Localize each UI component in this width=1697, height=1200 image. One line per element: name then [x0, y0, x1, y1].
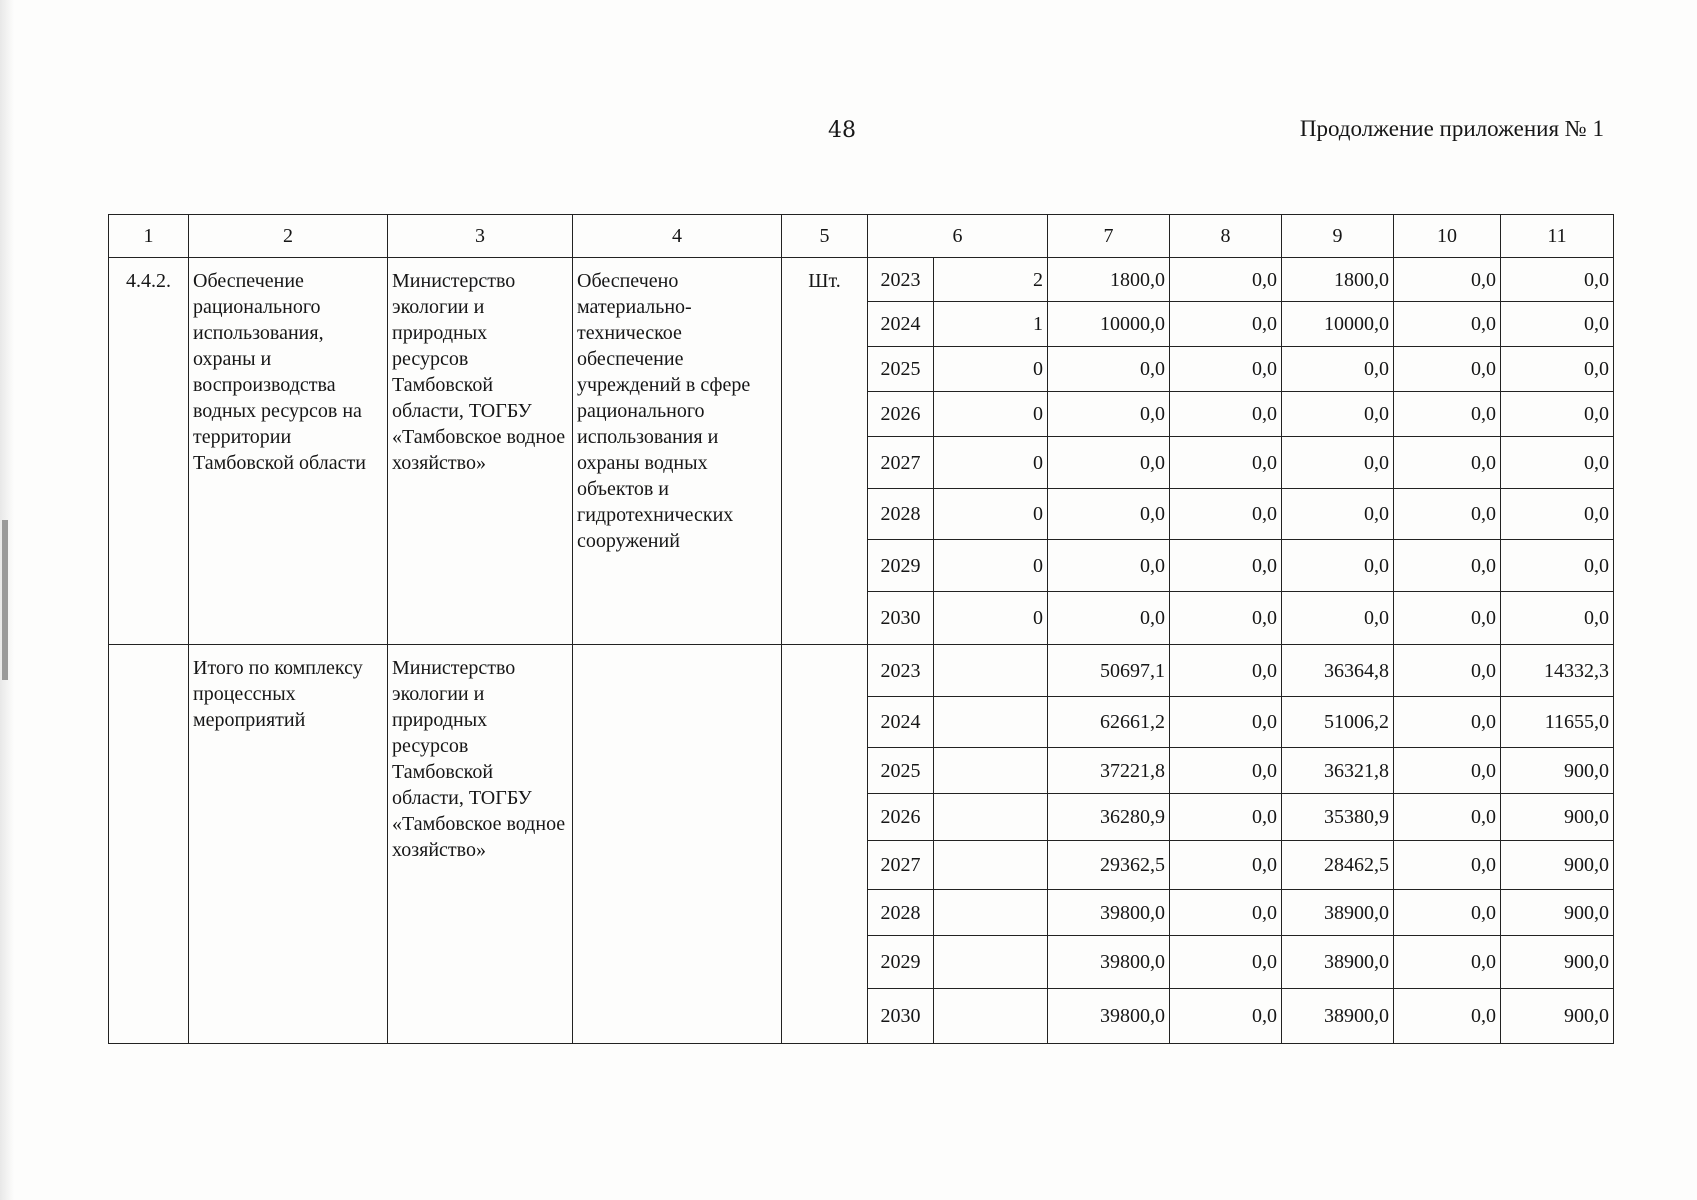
column-number: 3 — [388, 215, 573, 258]
result-cell: Обеспечено материально-техническое обеспечение учреждений в сфере рационального использования и охраны водных объектов и гидротехнических сооружений — [573, 258, 782, 645]
amount-col9-cell: 0,0 — [1282, 392, 1394, 437]
year-cell: 2024 — [868, 302, 934, 347]
page-number: 48 — [828, 118, 856, 143]
amount-col9-cell: 0,0 — [1282, 592, 1394, 645]
program-activities-table — [108, 214, 1614, 1044]
amount-col7-cell: 10000,0 — [1048, 302, 1170, 347]
amount-col8-cell: 0,0 — [1170, 989, 1282, 1044]
amount-col11-cell: 0,0 — [1501, 392, 1614, 437]
amount-col7-cell: 0,0 — [1048, 347, 1170, 392]
quantity-cell — [934, 989, 1048, 1044]
amount-col11-cell: 0,0 — [1501, 437, 1614, 489]
amount-col7-cell: 50697,1 — [1048, 645, 1170, 697]
year-cell: 2024 — [868, 697, 934, 748]
year-cell: 2026 — [868, 794, 934, 841]
amount-col7-cell: 0,0 — [1048, 437, 1170, 489]
amount-col10-cell: 0,0 — [1394, 258, 1501, 302]
amount-col10-cell: 0,0 — [1394, 392, 1501, 437]
amount-col11-cell: 0,0 — [1501, 258, 1614, 302]
quantity-cell — [934, 748, 1048, 794]
amount-col8-cell: 0,0 — [1170, 841, 1282, 890]
scan-mark — [2, 520, 8, 680]
column-number: 5 — [782, 215, 868, 258]
column-number: 8 — [1170, 215, 1282, 258]
year-cell: 2027 — [868, 437, 934, 489]
amount-col9-cell: 0,0 — [1282, 347, 1394, 392]
amount-col11-cell: 0,0 — [1501, 347, 1614, 392]
year-cell: 2028 — [868, 890, 934, 936]
column-number: 1 — [109, 215, 189, 258]
amount-col8-cell: 0,0 — [1170, 392, 1282, 437]
amount-col9-cell: 36321,8 — [1282, 748, 1394, 794]
column-number: 10 — [1394, 215, 1501, 258]
year-cell: 2026 — [868, 392, 934, 437]
amount-col9-cell: 28462,5 — [1282, 841, 1394, 890]
column-number: 2 — [189, 215, 388, 258]
amount-col8-cell: 0,0 — [1170, 645, 1282, 697]
column-number-row — [109, 215, 1614, 258]
amount-col10-cell: 0,0 — [1394, 592, 1501, 645]
amount-col11-cell: 900,0 — [1501, 936, 1614, 989]
year-cell: 2023 — [868, 645, 934, 697]
total-year-row — [109, 645, 1614, 697]
year-cell: 2029 — [868, 936, 934, 989]
year-cell: 2029 — [868, 540, 934, 592]
activity-code-cell: 4.4.2. — [109, 258, 189, 645]
amount-col10-cell: 0,0 — [1394, 748, 1501, 794]
amount-col11-cell: 900,0 — [1501, 841, 1614, 890]
amount-col7-cell: 39800,0 — [1048, 890, 1170, 936]
quantity-cell: 0 — [934, 540, 1048, 592]
amount-col9-cell: 38900,0 — [1282, 989, 1394, 1044]
quantity-cell — [934, 936, 1048, 989]
amount-col10-cell: 0,0 — [1394, 302, 1501, 347]
year-cell: 2025 — [868, 347, 934, 392]
amount-col9-cell: 1800,0 — [1282, 258, 1394, 302]
amount-col10-cell: 0,0 — [1394, 645, 1501, 697]
quantity-cell: 0 — [934, 489, 1048, 540]
amount-col8-cell: 0,0 — [1170, 794, 1282, 841]
executor-cell: Министерство экологии и природных ресурсов Тамбовской области, ТОГБУ «Тамбовское водное хозяйство» — [388, 645, 573, 1044]
activity-code-cell — [109, 645, 189, 1044]
amount-col11-cell: 0,0 — [1501, 489, 1614, 540]
quantity-cell: 0 — [934, 437, 1048, 489]
amount-col9-cell: 0,0 — [1282, 489, 1394, 540]
quantity-cell: 0 — [934, 347, 1048, 392]
column-number: 9 — [1282, 215, 1394, 258]
year-cell: 2028 — [868, 489, 934, 540]
amount-col9-cell: 51006,2 — [1282, 697, 1394, 748]
amount-col11-cell: 900,0 — [1501, 748, 1614, 794]
quantity-cell — [934, 841, 1048, 890]
amount-col8-cell: 0,0 — [1170, 540, 1282, 592]
quantity-cell: 0 — [934, 392, 1048, 437]
amount-col7-cell: 0,0 — [1048, 540, 1170, 592]
quantity-cell — [934, 890, 1048, 936]
amount-col8-cell: 0,0 — [1170, 489, 1282, 540]
amount-col10-cell: 0,0 — [1394, 489, 1501, 540]
amount-col7-cell: 39800,0 — [1048, 989, 1170, 1044]
amount-col9-cell: 38900,0 — [1282, 890, 1394, 936]
amount-col11-cell: 900,0 — [1501, 989, 1614, 1044]
amount-col11-cell: 0,0 — [1501, 540, 1614, 592]
amount-col10-cell: 0,0 — [1394, 890, 1501, 936]
year-cell: 2025 — [868, 748, 934, 794]
amount-col7-cell: 1800,0 — [1048, 258, 1170, 302]
amount-col8-cell: 0,0 — [1170, 347, 1282, 392]
amount-col7-cell: 0,0 — [1048, 592, 1170, 645]
amount-col10-cell: 0,0 — [1394, 841, 1501, 890]
amount-col10-cell: 0,0 — [1394, 936, 1501, 989]
amount-col10-cell: 0,0 — [1394, 437, 1501, 489]
amount-col7-cell: 29362,5 — [1048, 841, 1170, 890]
amount-col7-cell: 37221,8 — [1048, 748, 1170, 794]
quantity-cell — [934, 794, 1048, 841]
amount-col11-cell: 0,0 — [1501, 302, 1614, 347]
amount-col9-cell: 10000,0 — [1282, 302, 1394, 347]
item-year-row — [109, 258, 1614, 302]
quantity-cell: 0 — [934, 592, 1048, 645]
year-cell: 2030 — [868, 989, 934, 1044]
column-number: 11 — [1501, 215, 1614, 258]
amount-col7-cell: 0,0 — [1048, 489, 1170, 540]
amount-col7-cell: 39800,0 — [1048, 936, 1170, 989]
column-number: 6 — [868, 215, 1048, 258]
amount-col8-cell: 0,0 — [1170, 437, 1282, 489]
year-cell: 2023 — [868, 258, 934, 302]
amount-col8-cell: 0,0 — [1170, 697, 1282, 748]
amount-col11-cell: 14332,3 — [1501, 645, 1614, 697]
year-cell: 2027 — [868, 841, 934, 890]
column-number: 4 — [573, 215, 782, 258]
column-number: 7 — [1048, 215, 1170, 258]
quantity-cell — [934, 645, 1048, 697]
activity-name-cell: Итого по комплексу процессных мероприятий — [189, 645, 388, 1044]
amount-col8-cell: 0,0 — [1170, 890, 1282, 936]
unit-cell — [782, 645, 868, 1044]
amount-col10-cell: 0,0 — [1394, 794, 1501, 841]
amount-col7-cell: 36280,9 — [1048, 794, 1170, 841]
amount-col10-cell: 0,0 — [1394, 540, 1501, 592]
executor-cell: Министерство экологии и природных ресурсов Тамбовской области, ТОГБУ «Тамбовское водное хозяйство» — [388, 258, 573, 645]
unit-cell: Шт. — [782, 258, 868, 645]
appendix-continuation-note: Продолжение приложения № 1 — [1299, 116, 1604, 141]
amount-col7-cell: 0,0 — [1048, 392, 1170, 437]
amount-col11-cell: 0,0 — [1501, 592, 1614, 645]
amount-col10-cell: 0,0 — [1394, 989, 1501, 1044]
amount-col10-cell: 0,0 — [1394, 347, 1501, 392]
quantity-cell: 2 — [934, 258, 1048, 302]
scan-edge — [0, 0, 14, 1200]
activity-name-cell: Обеспечение рационального использования, охраны и воспроизводства водных ресурсов на территории Тамбовской области — [189, 258, 388, 645]
quantity-cell: 1 — [934, 302, 1048, 347]
amount-col9-cell: 36364,8 — [1282, 645, 1394, 697]
amount-col8-cell: 0,0 — [1170, 258, 1282, 302]
amount-col10-cell: 0,0 — [1394, 697, 1501, 748]
result-cell — [573, 645, 782, 1044]
amount-col9-cell: 38900,0 — [1282, 936, 1394, 989]
amount-col11-cell: 900,0 — [1501, 890, 1614, 936]
year-cell: 2030 — [868, 592, 934, 645]
amount-col11-cell: 11655,0 — [1501, 697, 1614, 748]
amount-col8-cell: 0,0 — [1170, 936, 1282, 989]
amount-col8-cell: 0,0 — [1170, 592, 1282, 645]
amount-col9-cell: 35380,9 — [1282, 794, 1394, 841]
amount-col9-cell: 0,0 — [1282, 540, 1394, 592]
amount-col11-cell: 900,0 — [1501, 794, 1614, 841]
amount-col9-cell: 0,0 — [1282, 437, 1394, 489]
amount-col8-cell: 0,0 — [1170, 302, 1282, 347]
amount-col8-cell: 0,0 — [1170, 748, 1282, 794]
amount-col7-cell: 62661,2 — [1048, 697, 1170, 748]
quantity-cell — [934, 697, 1048, 748]
